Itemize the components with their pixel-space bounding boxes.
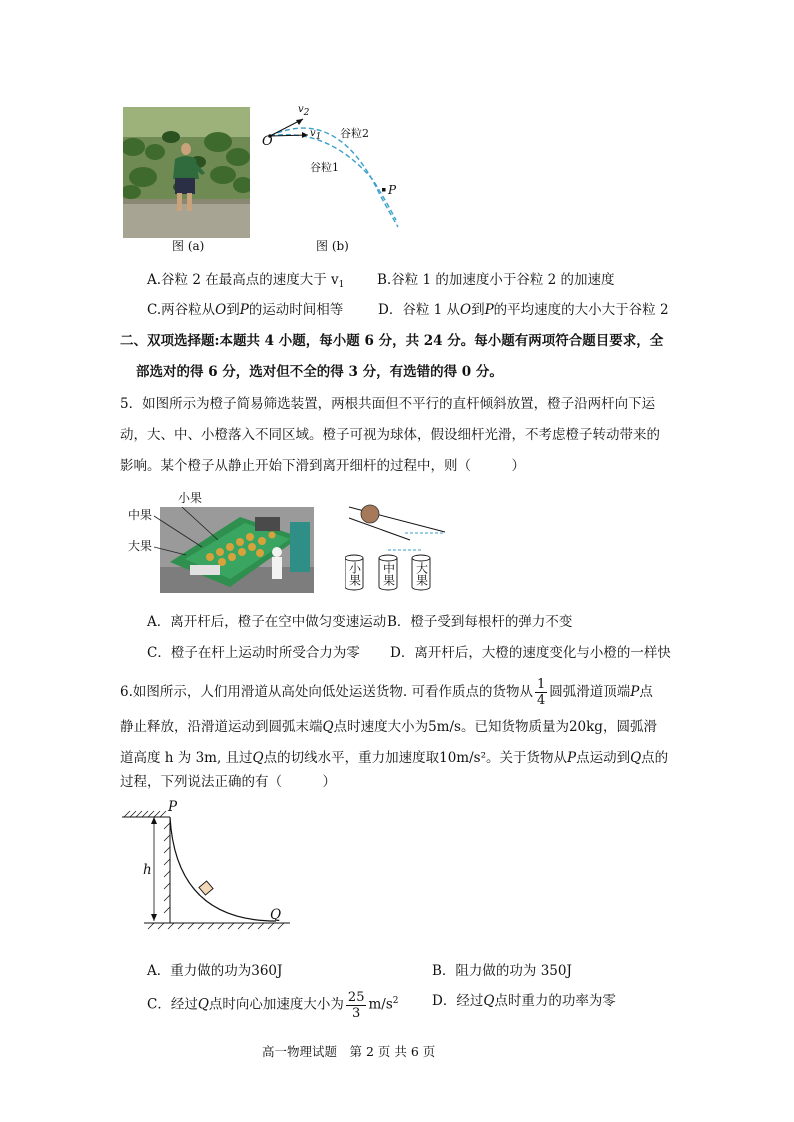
figure-a-caption: 图 (a): [172, 239, 205, 253]
q5-option-d: D．离开杆后，大橙的速度变化与小橙的一样快: [390, 645, 671, 661]
q6-line3: 道高度 h 为 3m, 且过Q点的切线水平，重力加速度取10m/s²。关于货物从P点运动到Q点的: [120, 750, 669, 766]
label-large-fruit: 大果: [128, 539, 153, 553]
q6-option-a: A．重力做的功为360J: [147, 963, 283, 979]
q4-option-a: A.谷粒 2 在最高点的速度大于 $v_1$: [147, 272, 345, 290]
q6-line4: 过程，下列说法正确的有（ ）: [120, 774, 336, 790]
bin-medium: 中果: [381, 562, 396, 586]
q5-option-b: B．橙子受到每根杆的弹力不变: [387, 614, 573, 630]
point-p-label: P: [388, 183, 397, 197]
grain2-label: 谷粒2: [340, 127, 369, 140]
q5-line3: 影响。某个橙子从静止开始下滑到离开细杆的过程中，则（ ）: [120, 458, 525, 474]
q4-option-c: C.两谷粒从O到P的运动时间相等: [147, 302, 344, 318]
q5-option-c: C．橙子在杆上运动时所受合力为零: [147, 645, 360, 661]
q6-line2: 静止释放，沿滑道运动到圆弧末端Q点时速度大小为5m/s。已知货物质量为20kg，圆弧滑: [120, 719, 657, 735]
farmer-photo: [123, 107, 250, 238]
origin-label: O: [262, 134, 273, 149]
q6-option-c: C．经过Q点时向心加速度大小为 $\frac{25}{3}$ $m/s^2$: [147, 989, 399, 1021]
height-label: h: [143, 862, 152, 878]
grain1-label: 谷粒1: [310, 161, 339, 174]
q5-line2: 动，大、中、小橙落入不同区域。橙子可视为球体，假设细杆光滑，不考虑橙子转动带来的: [120, 427, 660, 443]
figure-b-caption: 图 (b): [316, 239, 349, 253]
bin-small: 小果: [347, 562, 362, 586]
q5-line1: 5．如图所示为橙子简易筛选装置，两根共面但不平行的直杆倾斜放置，橙子沿两杆向下运: [120, 396, 656, 412]
section2-line2: 部选对的得 6 分，选对但不全的得 3 分，有选错的得 0 分。: [136, 364, 503, 380]
q4-option-d: D．谷粒 1 从O到P的平均速度的大小大于谷粒 2: [378, 302, 669, 318]
q4-option-b: B.谷粒 1 的加速度小于谷粒 2 的加速度: [377, 272, 615, 288]
v1-label: v1: [310, 128, 322, 142]
fraction-25-3: $\frac{25}{3}$: [347, 989, 365, 1021]
q5-option-a: A．离开杆后，橙子在空中做匀变速运动: [147, 614, 387, 630]
q6-option-b: B．阻力做的功为 350J: [432, 963, 572, 979]
q6-line1: 6.如图所示，人们用滑道从高处向低处运送货物. 可看作质点的货物从 $\frac{1}{4}$ 圆弧滑道顶端P点: [120, 677, 653, 708]
label-small-fruit: 小果: [178, 491, 203, 505]
fraction-quarter: $\frac{1}{4}$: [536, 677, 546, 708]
label-medium-fruit: 中果: [128, 508, 153, 522]
point-p-label-q6: P: [168, 799, 178, 815]
point-q-label-q6: Q: [270, 907, 282, 923]
bin-large: 大果: [414, 562, 429, 586]
q6-option-d: D．经过Q点时重力的功率为零: [432, 993, 616, 1009]
section2-line1: 二、双项选择题:本题共 4 小题，每小题 6 分，共 24 分。每小题有两项符合题目要求，全: [120, 333, 664, 349]
page-footer: 高一物理试题 第 2 页 共 6 页: [262, 1044, 436, 1059]
v2-label: v2: [298, 104, 310, 118]
